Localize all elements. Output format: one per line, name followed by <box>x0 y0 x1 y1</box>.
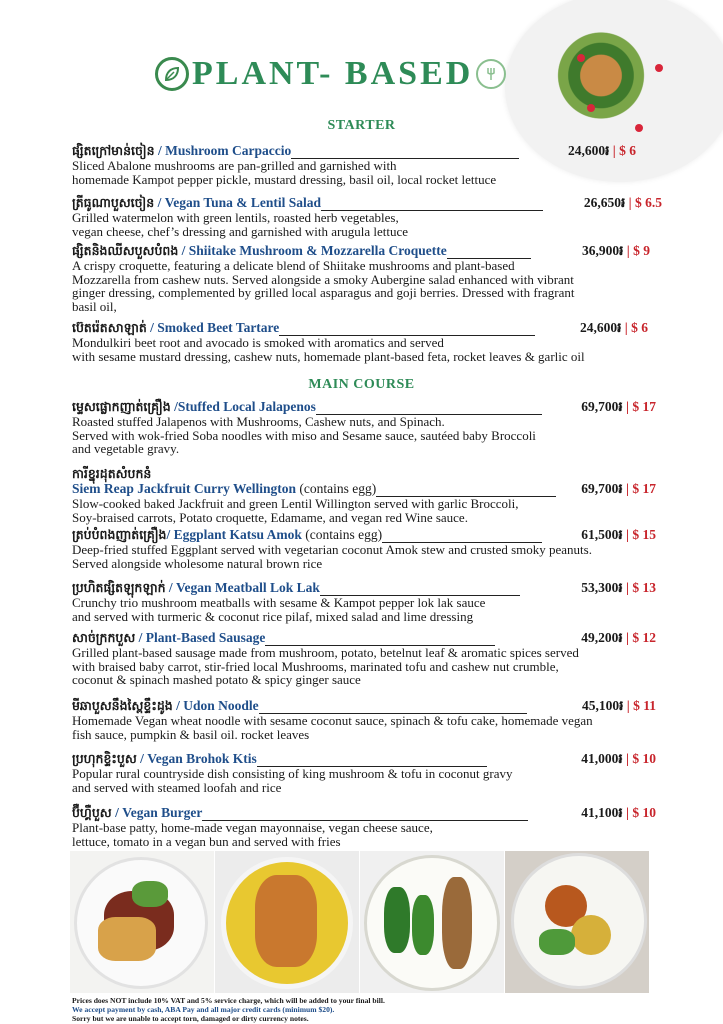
menu-item-udon-noodle: មីឆាបួសនឹងស្ពៃខ្ទឹះដូង / Udon Noodle 45,100៛ | $ 11 Homemade Vegan wheat noodle with sesame coconut sauce, spinach & tofu cake, homemade vegan fish sauce, pumpkin & basil oil. rocket leaves <box>72 698 662 741</box>
dish-photo-strip <box>70 851 650 993</box>
footer-notes <box>72 996 672 1023</box>
menu-item-shiitake-croquette: ផ្សិតនិងឈីសបួសបំពង / Shiitake Mushroom & Mozzarella Croquette 36,900៛ | $ 9 A crispy croquette, featuring a delicate blend of Shiitake mushrooms and plant-based Mozzarella from cashew nuts. Served alongside a smoky Aubergine salad enhanced with vibrant ginger dressing, complemented by grilled local asparagus and goji berries. Dressed with fragrant basil oil, <box>72 243 662 313</box>
price-riel: 49,200៛ <box>581 630 623 645</box>
menu-item-vegan-tuna-salad: ត្រីធូណាបួសចៀន / Vegan Tuna & Lentil Salad 26,650៛ | $ 6.5 Grilled watermelon with green lentils, roasted herb vegetables, vegan cheese, chef’s dressing and garnished with arugula lettuce <box>72 195 662 239</box>
menu-item-brohok-ktis: ប្រហុកខ្ទិះបួស / Vegan Brohok Ktis 41,000៛ | $ 10 Popular rural countryside dish consisting of king mushroom & tofu in coconut gravy and served with steamed loofah and rice <box>72 751 662 794</box>
menu-item-jackfruit-wellington: ការីខ្នុរដុតសំបកនំ Siem Reap Jackfruit Curry Wellington (contains egg) 69,700៛ | $ 17 Slow-cooked baked Jackfruit and green Lentil Willington served with garlic Broccoli, Soy-braised carrots, Potato croquette, Edamame, and vegan red Wine sauce. <box>72 466 662 524</box>
section-starter: STARTER <box>327 118 396 133</box>
dish-photo-lok-lak <box>505 851 649 993</box>
item-description: Grilled watermelon with green lentils, roasted herb vegetables, vegan cheese, chef’s dressing and garnished with arugula lettuce <box>72 210 409 239</box>
menu-item-plant-based-sausage: សាច់ក្រកបួស / Plant-Based Sausage 49,200៛ | $ 12 Grilled plant-based sausage made from mushroom, potato, betelnut leaf & aromatic spices served with braised baby carrot, stir-fried local Mushrooms, marinated tofu and cashew nut crumble, coconut & spinach mashed potato & spicy ginger sauce <box>72 630 662 687</box>
page-title: PLANT- BASED <box>192 55 474 92</box>
item-description: Slow-cooked baked Jackfruit and green Lentil Willington served with garlic Broccoli, Soy-braised carrots, Potato croquette, Edamame, and vegan red Wine sauce. <box>72 496 519 525</box>
price-riel: 69,700៛ <box>581 399 623 414</box>
item-description: Deep-fried stuffed Eggplant served with vegetarian coconut Amok stew and crusted smoky peanuts. Served alongside wholesome natural brown rice <box>72 542 592 571</box>
price-riel: 26,650៛ <box>583 195 626 210</box>
price-riel: 41,100៛ <box>581 805 623 820</box>
menu-item-stuffed-jalapenos: ម្ទេសផ្លោកញាត់គ្រឿង /Stuffed Local Jalapenos 69,700៛ | $ 17 Roasted stuffed Jalapenos with Mushrooms, Cashew nuts, and Spinach. Served with wok-fried Soba noodles with miso and Sesame sauce, sautéed baby Broccoli and vegetable gravy. <box>72 399 662 456</box>
price-usd: | $ 17 <box>622 399 656 414</box>
item-description: Plant-base patty, home-made vegan mayonnaise, vegan cheese sauce, lettuce, tomato in a vegan bun and served with fries <box>72 820 433 849</box>
footer-payment-note: We accept payment by cash, ABA Pay and all major credit cards (minimum $20). <box>72 1005 335 1014</box>
price-riel: 61,500៛ <box>581 527 623 542</box>
menu-item-mushroom-carpaccio: ផ្សិតក្រៅមាន់ចៀន / Mushroom Carpaccio 24,600៛ | $ 6 Sliced Abalone mushrooms are pan-grilled and garnished with homemade Kampot pepper pickle, mustard dressing, basil oil, local rocket lettuce <box>72 143 662 186</box>
item-description: Crunchy trio mushroom meatballs with sesame & Kampot pepper lok lak sauce and served with turmeric & coconut rice pilaf, mixed salad and lime dressing <box>72 595 486 624</box>
menu-item-meatball-lok-lak: ប្រហិតផ្សិតឡុកឡាក់ / Vegan Meatball Lok Lak 53,300៛ | $ 13 Crunchy trio mushroom meatballs with sesame & Kampot pepper lok lak sauce and served with turmeric & coconut rice pilaf, mixed salad and lime dressing <box>72 580 662 623</box>
price-riel: 45,100៛ <box>581 698 624 713</box>
item-description: Grilled plant-based sausage made from mushroom, potato, betelnut leaf & aromatic spices served with braised baby carrot, stir-fried local Mushrooms, marinated tofu and cashew nut crumble, coconut & spinach mashed potato & spicy ginger sauce <box>72 645 579 687</box>
menu-item-smoked-beet-tartare: ប៊េតរ៉េតសាឡាត់ / Smoked Beet Tartare 24,600៛ | $ 6 Mondulkiri beet root and avocado is smoked with aromatics and served with sesame mustard dressing, cashew nuts, homemade plant-based feta, rocket leaves & garlic oil <box>72 320 662 363</box>
price-riel: 24,600៛ <box>567 143 610 158</box>
footer-currency-note: Sorry but we are unable to accept torn, damaged or dirty currency notes. <box>72 1014 309 1023</box>
item-name: Vegan Tuna & Lentil Salad <box>164 195 322 210</box>
item-description: A crispy croquette, featuring a delicate blend of Shiitake mushrooms and plant-based Mozzarella from cashew nuts. Served alongside a smoky Aubergine salad enhanced with vibrant ginger dressing, complemented by grilled local asparagus and goji berries. Dressed with fragrant basil oil, <box>72 258 575 314</box>
price-usd: | $ 6.5 <box>625 195 662 210</box>
item-name: Vegan Meatball Lok Lak <box>176 580 320 595</box>
price-usd: | $ 6 <box>621 320 648 335</box>
item-description: Popular rural countryside dish consisting of king mushroom & tofu in coconut gravy and served with steamed loofah and rice <box>72 766 513 795</box>
item-name: Udon Noodle <box>183 698 259 713</box>
item-description: Homemade Vegan wheat noodle with sesame coconut sauce, spinach & tofu cake, homemade vegan fish sauce, pumpkin & basil oil. rocket leaves <box>72 713 593 742</box>
price-usd: | $ 13 <box>622 580 656 595</box>
price-usd: | $ 9 <box>623 243 650 258</box>
price-riel: 53,300៛ <box>581 580 623 595</box>
item-name: Smoked Beet Tartare <box>157 320 280 335</box>
price-usd: | $ 6 <box>609 143 636 158</box>
item-name: Vegan Brohok Ktis <box>147 751 257 766</box>
menu-item-eggplant-katsu-amok: ត្រប់បំពងញាត់គ្រឿង/ Eggplant Katsu Amok (contains egg) 61,500៛ | $ 15 Deep-fried stuffed Eggplant served with vegetarian coconut Amok stew and crusted smoky peanuts. Served alongside wholesome natural brown rice <box>72 527 662 570</box>
item-description: Roasted stuffed Jalapenos with Mushrooms, Cashew nuts, and Spinach. Served with wok-fried Soba noodles with miso and Sesame sauce, sautéed baby Broccoli and vegetable gravy. <box>72 414 536 456</box>
price-usd: | $ 10 <box>622 805 656 820</box>
item-name: Vegan Burger <box>122 805 203 820</box>
footer-tax-note: Prices does NOT include 10% VAT and 5% service charge, which will be added to your final bill. <box>72 996 385 1005</box>
price-riel: 69,700៛ <box>581 481 623 496</box>
price-usd: | $ 15 <box>622 527 656 542</box>
item-name: Stuffed Local Jalapenos <box>177 399 316 414</box>
price-usd: | $ 12 <box>622 630 656 645</box>
item-name: Mushroom Carpaccio <box>165 143 292 158</box>
item-name: Plant-Based Sausage <box>145 630 266 645</box>
price-riel: 24,600៛ <box>579 320 622 335</box>
price-riel: 41,000៛ <box>581 751 623 766</box>
dish-photo-stuffed-jalapenos <box>360 851 504 993</box>
menu-title <box>155 54 515 94</box>
leaf-icon <box>155 57 189 91</box>
item-description: Sliced Abalone mushrooms are pan-grilled and garnished with homemade Kampot pepper pickle, mustard dressing, basil oil, local rocket lettuce <box>72 158 497 187</box>
dish-photo-eggplant-amok <box>215 851 359 993</box>
section-main-course: MAIN COURSE <box>308 377 415 392</box>
price-usd: | $ 11 <box>623 698 656 713</box>
item-name: Eggplant Katsu Amok <box>173 527 302 542</box>
menu-item-vegan-burger: ប៊ឺហ្គឺបួស / Vegan Burger 41,100៛ | $ 10 Plant-base patty, home-made vegan mayonnaise, vegan cheese sauce, lettuce, tomato in a vegan bun and served with fries <box>72 805 662 848</box>
item-name: Shiitake Mushroom & Mozzarella Croquette <box>188 243 447 258</box>
price-usd: | $ 17 <box>622 481 656 496</box>
dish-photo-wellington <box>70 851 214 993</box>
price-usd: | $ 10 <box>622 751 656 766</box>
item-name: Siem Reap Jackfruit Curry Wellington <box>72 481 296 496</box>
price-riel: 36,900៛ <box>581 243 624 258</box>
fork-leaf-icon <box>476 59 506 89</box>
item-description: Mondulkiri beet root and avocado is smoked with aromatics and served with sesame mustard dressing, cashew nuts, homemade plant-based feta, rocket leaves & garlic oil <box>72 335 585 364</box>
